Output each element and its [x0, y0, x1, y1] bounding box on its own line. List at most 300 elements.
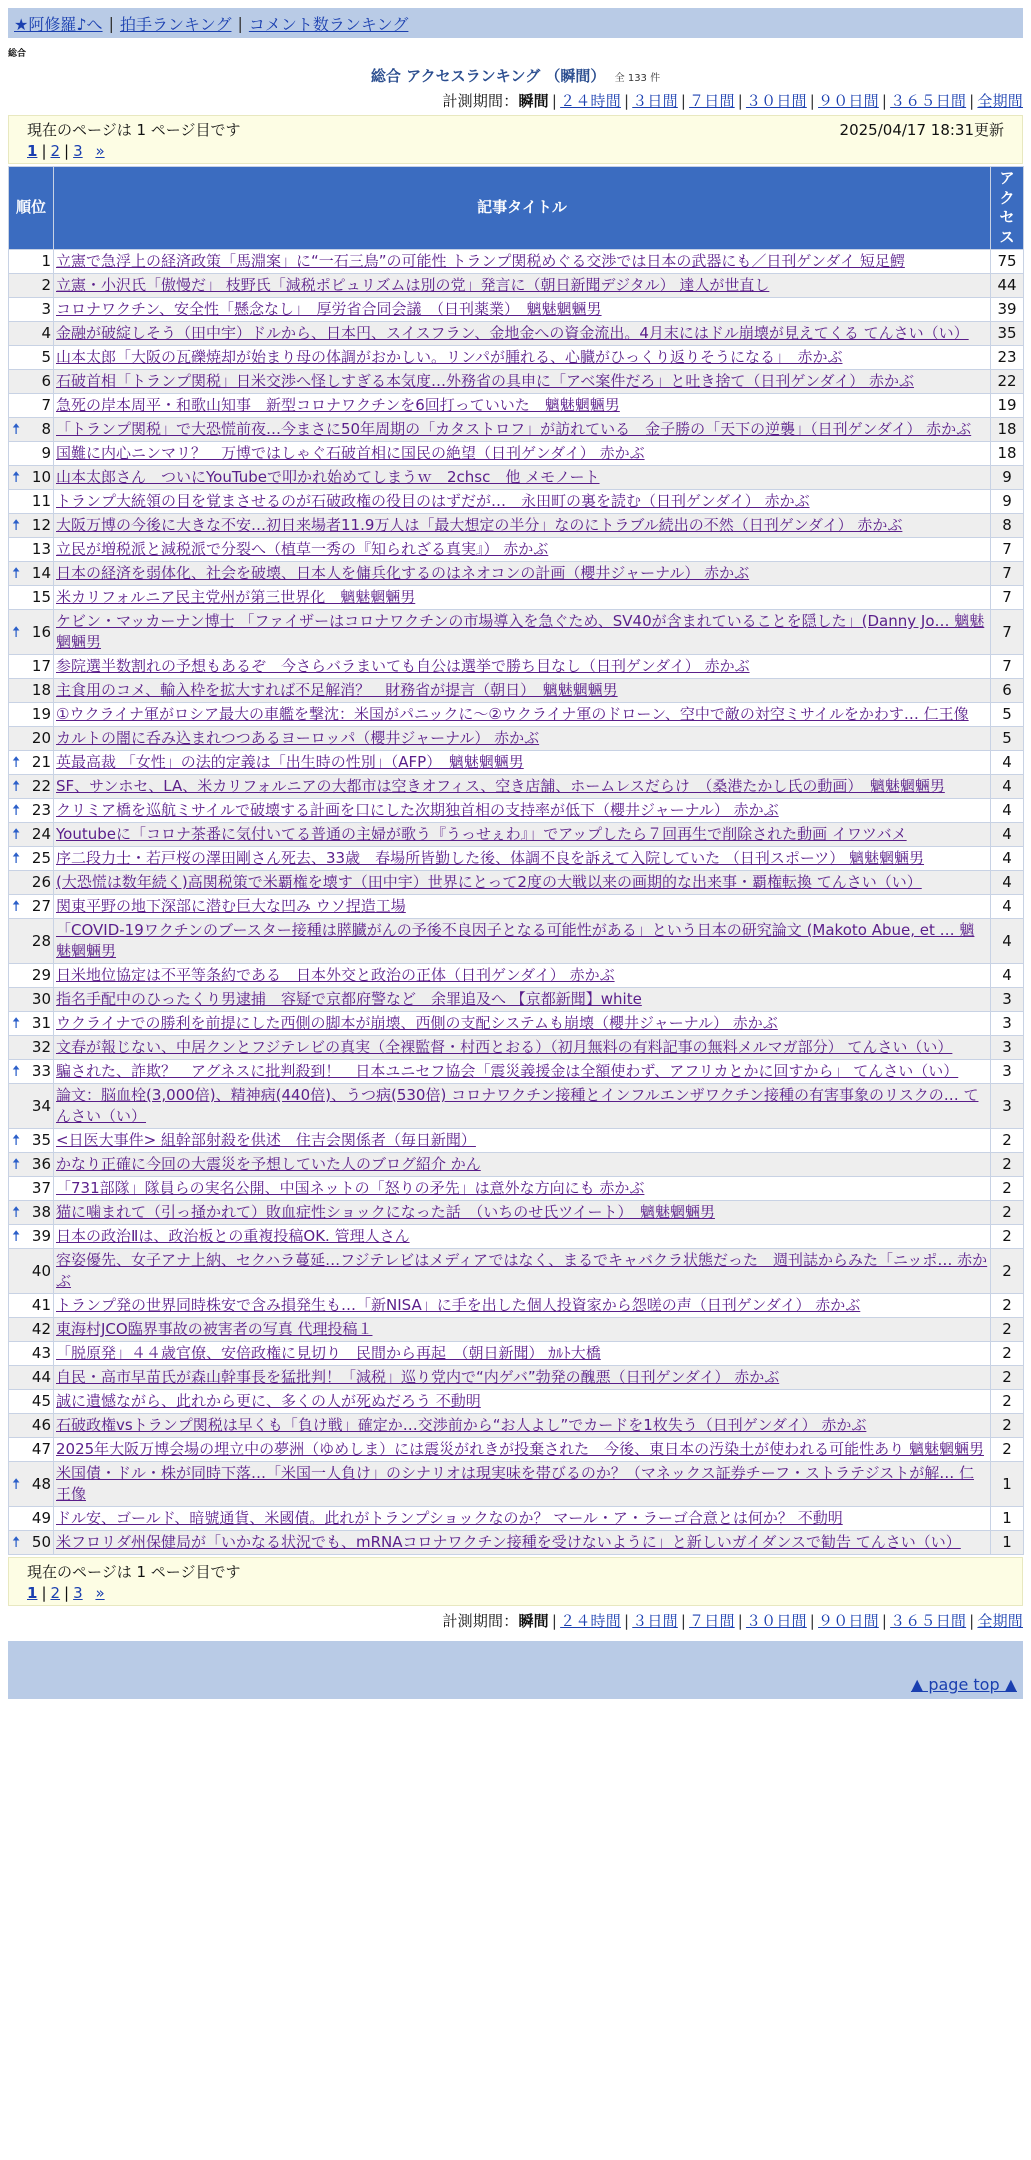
- page-separator: [87, 142, 92, 160]
- article-link[interactable]: 石破政権vsトランプ関税は早くも「負け戦」確定か…交渉前から“お人よし”でカードを1枚失う（日刊ゲンダイ） 赤かぶ: [56, 1416, 867, 1434]
- rank-number: 44: [31, 1368, 51, 1386]
- table-row: [9, 823, 1024, 847]
- article-link[interactable]: 米国債・ドル・株が同時下落…「米国一人負け」のシナリオは現実味を帯びるのか？（マネックス証券チーフ・ストラテジストが解… 仁王像: [56, 1464, 974, 1503]
- table-row: [9, 1414, 1024, 1438]
- article-link[interactable]: 容姿優先、女子アナ上納、セクハラ蔓延…フジテレビはメディアではなく、まるでキャバクラ状態だった 週刊誌からみた「ニッポ… 赤かぶ: [56, 1251, 988, 1290]
- access-count: 7: [991, 586, 1024, 610]
- rank-number: 25: [31, 849, 51, 867]
- rank-cell: [9, 1342, 54, 1366]
- period-link[interactable]: ９０日間: [818, 92, 879, 110]
- rank-cell: [9, 490, 54, 514]
- up-arrow-icon: 🠅: [12, 1203, 21, 1221]
- table-row: [9, 775, 1024, 799]
- period-link[interactable]: ３６５日間: [890, 1612, 967, 1630]
- period-separator: |: [969, 1612, 975, 1630]
- title-cell: [54, 1438, 991, 1462]
- up-arrow-icon: 🠅: [12, 468, 21, 486]
- page-title-text: 総合 アクセスランキング （瞬間）: [370, 67, 606, 85]
- title-cell: [54, 1177, 991, 1201]
- period-current: 瞬間: [518, 92, 549, 110]
- rank-number: 30: [31, 990, 51, 1008]
- access-count: 18: [991, 442, 1024, 466]
- table-row: [9, 442, 1024, 466]
- access-count: 2: [991, 1201, 1024, 1225]
- table-row: [9, 1012, 1024, 1036]
- access-count: 2: [991, 1414, 1024, 1438]
- rank-cell: [9, 847, 54, 871]
- access-count: 8: [991, 514, 1024, 538]
- page-separator: |: [64, 142, 70, 160]
- rank-number: 10: [31, 468, 51, 486]
- table-header-row: [9, 167, 1024, 250]
- rank-cell: [9, 988, 54, 1012]
- article-link[interactable]: 金融が破綻しそう（田中宇）ドルから、日本円、スイスフラン、金地金への資金流出。4月末にはドル崩壊が見えてくる てんさい（い）: [56, 324, 969, 342]
- updated-timestamp: 2025/04/17 18:31更新: [839, 121, 1004, 139]
- rank-cell: [9, 1390, 54, 1414]
- access-count: 1: [991, 1462, 1024, 1507]
- access-count: 2: [991, 1249, 1024, 1294]
- access-count: 5: [991, 703, 1024, 727]
- article-link[interactable]: カルトの闇に呑み込まれつつあるヨーロッパ（櫻井ジャーナル） 赤かぶ: [56, 729, 540, 747]
- period-separator: |: [881, 1612, 888, 1630]
- table-row: [9, 250, 1024, 274]
- period-link[interactable]: 全期間: [977, 92, 1023, 110]
- period-link[interactable]: ７日間: [689, 1612, 735, 1630]
- access-count: 22: [991, 370, 1024, 394]
- rank-cell: [9, 799, 54, 823]
- page-link-1[interactable]: 1: [27, 1584, 38, 1602]
- page-link-3[interactable]: 3: [73, 142, 83, 160]
- rank-number: 2: [41, 276, 51, 294]
- article-link[interactable]: 「731部隊」隊員らの実名公開、中国ネットの「怒りの矛先」は意外な方向にも 赤かぶ: [56, 1179, 645, 1197]
- rank-cell: [9, 964, 54, 988]
- table-row: [9, 847, 1024, 871]
- table-row: [9, 1390, 1024, 1414]
- table-row: [9, 1366, 1024, 1390]
- article-link[interactable]: 「COVID-19ワクチンのブースター接種は膵臓がんの予後不良因子となる可能性がある」という日本の研究論文 (Makoto Abue, et … 魑魅魍魎男: [56, 921, 975, 960]
- period-separator: |: [809, 1612, 816, 1630]
- table-row: [9, 490, 1024, 514]
- title-cell: [54, 775, 991, 799]
- access-count: 4: [991, 964, 1024, 988]
- period-link[interactable]: ３６５日間: [890, 92, 967, 110]
- article-link[interactable]: 指名手配中のひったくり男逮捕 容疑で京都府警など 余罪追及へ 【京都新聞】white: [56, 990, 642, 1008]
- rank-cell: [9, 655, 54, 679]
- table-row: [9, 1249, 1024, 1294]
- title-cell: [54, 610, 991, 655]
- access-count: 3: [991, 1036, 1024, 1060]
- rank-cell: [9, 1177, 54, 1201]
- rank-number: 23: [31, 801, 51, 819]
- access-count: 44: [991, 274, 1024, 298]
- access-count: 18: [991, 418, 1024, 442]
- access-count: 5: [991, 727, 1024, 751]
- title-cell: [54, 250, 991, 274]
- table-row: [9, 871, 1024, 895]
- article-link[interactable]: 騙された、詐欺？ アグネスに批判殺到！ 日本ユニセフ協会「震災義援金は全額使わず、アフリカとかに回すから」 てんさい（い）: [56, 1062, 959, 1080]
- period-selector: [0, 90, 1023, 111]
- page-link-2[interactable]: 2: [50, 142, 61, 160]
- page-top-link[interactable]: ▲ page top ▲: [910, 1675, 1017, 1694]
- article-link[interactable]: コロナワクチン、安全性「懸念なし」 厚労省合同会議 （日刊薬業） 魑魅魍魎男: [56, 300, 602, 318]
- up-arrow-icon: 🠅: [12, 753, 21, 771]
- period-current: 瞬間: [518, 1612, 549, 1630]
- article-link[interactable]: 山本太郎さん ついにYouTubeで叩かれ始めてしまうｗ 2chsc 他 メモノート: [56, 468, 600, 486]
- article-link[interactable]: SF、サンホセ、LA、米カリフォルニアの大都市は空きオフィス、空き店舗、ホームレスだらけ （桑港たかし氏の動画） 魑魅魍魎男: [56, 777, 945, 795]
- nav-asyura-home[interactable]: ★阿修羅♪へ: [14, 14, 103, 34]
- table-row: [9, 1225, 1024, 1249]
- access-count: 3: [991, 1012, 1024, 1036]
- rank-number: 37: [31, 1179, 51, 1197]
- rank-cell: [9, 1129, 54, 1153]
- title-cell: [54, 988, 991, 1012]
- access-count: 2: [991, 1342, 1024, 1366]
- page-link-1[interactable]: 1: [27, 142, 38, 160]
- article-link[interactable]: 文春が報じない、中居クンとフジテレビの真実（全裸監督・村西とおる）（初月無料の有料記事の無料メルマガ部分） てんさい（い）: [56, 1038, 953, 1056]
- rank-cell: [9, 274, 54, 298]
- up-arrow-icon: 🠅: [12, 897, 21, 915]
- title-cell: [54, 562, 991, 586]
- title-cell: [54, 703, 991, 727]
- rank-number: 36: [31, 1155, 51, 1173]
- up-arrow-icon: 🠅: [12, 1155, 21, 1173]
- rank-number: 18: [31, 681, 51, 699]
- title-cell: [54, 1294, 991, 1318]
- article-link[interactable]: 東海村JCO臨界事故の被害者の写真 代理投稿１: [56, 1320, 373, 1338]
- access-count: 7: [991, 610, 1024, 655]
- rank-cell: [9, 1225, 54, 1249]
- article-link[interactable]: クリミア橋を巡航ミサイルで破壊する計画を口にした次期独首相の支持率が低下（櫻井ジャーナル） 赤かぶ: [56, 801, 779, 819]
- up-arrow-icon: 🠅: [12, 1062, 21, 1080]
- next-page-link[interactable]: »: [95, 142, 105, 160]
- up-arrow-icon: 🠅: [12, 849, 21, 867]
- rank-cell: [9, 1318, 54, 1342]
- rank-cell: [9, 727, 54, 751]
- rank-cell: [9, 775, 54, 799]
- article-link[interactable]: 石破首相「トランプ関税」日米交渉へ怪しすぎる本気度…外務省の具申に「アベ案件だろ」と吐き捨て（日刊ゲンダイ） 赤かぶ: [56, 372, 914, 390]
- rank-cell: [9, 1438, 54, 1462]
- table-row: [9, 514, 1024, 538]
- up-arrow-icon: 🠅: [12, 1474, 21, 1493]
- rank-number: 39: [31, 1227, 51, 1245]
- table-row: [9, 1060, 1024, 1084]
- article-link[interactable]: 2025年大阪万博会場の埋立中の夢洲（ゆめしま）には震災がれきが投棄された 今後、東日本の汚染土が使われる可能性あり 魑魅魍魎男: [56, 1440, 984, 1458]
- access-count: 4: [991, 847, 1024, 871]
- article-link[interactable]: 米フロリダ州保健局が「いかなる状況でも、mRNAコロナワクチン接種を受けないように」と新しいガイダンスで勧告 てんさい（い）: [56, 1533, 961, 1551]
- article-link[interactable]: 序二段力士・若戸桜の澤田剛さん死去、33歳 春場所皆勤した後、体調不良を訴えて入院していた （日刊スポーツ） 魑魅魍魎男: [56, 849, 925, 867]
- rank-cell: [9, 1294, 54, 1318]
- table-row: [9, 1036, 1024, 1060]
- rank-cell: [9, 394, 54, 418]
- table-row: [9, 799, 1024, 823]
- rank-number: 29: [31, 966, 51, 984]
- article-link[interactable]: 猫に噛まれて（引っ掻かれて）敗血症性ショックになった話 （いちのせ氏ツイート） 魑魅魍魎男: [56, 1203, 715, 1221]
- rank-cell: [9, 823, 54, 847]
- rank-number: 40: [31, 1261, 51, 1280]
- rank-number: 38: [31, 1203, 51, 1221]
- access-count: 4: [991, 919, 1024, 964]
- table-row: [9, 1177, 1024, 1201]
- period-separator: |: [680, 1612, 687, 1630]
- article-link[interactable]: 自民・高市早苗氏が森山幹事長を猛批判！「減税」巡り党内で“内ゲバ”勃発の醜悪（日刊ゲンダイ） 赤かぶ: [56, 1368, 780, 1386]
- title-cell: [54, 1531, 991, 1555]
- table-row: [9, 1153, 1024, 1177]
- page-title: [0, 65, 1031, 86]
- article-link[interactable]: 「トランプ関税」で大恐慌前夜…今まさに50年周期の「カタストロフ」が訪れている 金子勝の「天下の逆襲」（日刊ゲンダイ） 赤かぶ: [56, 420, 972, 438]
- pager-top: [8, 115, 1023, 164]
- article-link[interactable]: 国難に内心ニンマリ？ 万博ではしゃぐ石破首相に国民の絶望（日刊ゲンダイ） 赤かぶ: [56, 444, 645, 462]
- access-count: 23: [991, 346, 1024, 370]
- access-count: 3: [991, 1060, 1024, 1084]
- title-cell: [54, 1462, 991, 1507]
- rank-number: 15: [31, 588, 51, 606]
- next-page-link[interactable]: »: [95, 1584, 105, 1602]
- access-count: 9: [991, 490, 1024, 514]
- rank-cell: [9, 751, 54, 775]
- article-link[interactable]: 山本太郎「大阪の瓦礫焼却が始まり母の体調がおかしい。リンパが腫れる、心臓がひっくり返りそうになる」 赤かぶ: [56, 348, 843, 366]
- access-count: 7: [991, 655, 1024, 679]
- rank-number: 24: [31, 825, 51, 843]
- period-separator: |: [551, 92, 558, 110]
- rank-number: 13: [31, 540, 51, 558]
- rank-cell: [9, 514, 54, 538]
- title-cell: [54, 1507, 991, 1531]
- page-separator: [87, 1584, 92, 1602]
- article-link[interactable]: ①ウクライナ軍がロシア最大の車艦を撃沈：米国がパニックに～②ウクライナ軍のドローン、空中で敵の対空ミサイルをかわす… 仁王像: [56, 705, 969, 723]
- rank-number: 31: [31, 1014, 51, 1032]
- up-arrow-icon: 🠅: [12, 825, 21, 843]
- period-separator: |: [623, 92, 630, 110]
- table-row: [9, 1084, 1024, 1129]
- period-link[interactable]: ３日間: [632, 92, 678, 110]
- rank-cell: [9, 586, 54, 610]
- article-link[interactable]: 立憲・小沢氏「傲慢だ」 枝野氏「減税ポピュリズムは別の党」発言に（朝日新聞デジタル） 達人が世直し: [56, 276, 770, 294]
- rank-number: 7: [41, 396, 51, 414]
- period-link[interactable]: ２４時間: [560, 92, 621, 110]
- table-row: [9, 964, 1024, 988]
- rank-number: 32: [31, 1038, 51, 1056]
- rank-number: 4: [41, 324, 51, 342]
- article-link[interactable]: ドル安、ゴールド、暗號通貨、米國債。此れがトランプショックなのか？ マール・ア・ラーゴ合意とは何か？ 不動明: [56, 1509, 843, 1527]
- up-arrow-icon: 🠅: [12, 1014, 21, 1032]
- up-arrow-icon: 🠅: [12, 420, 21, 438]
- title-cell: [54, 799, 991, 823]
- article-link[interactable]: 主食用のコメ、輸入枠を拡大すれば不足解消？ 財務省が提言（朝日） 魑魅魍魎男: [56, 681, 618, 699]
- pager-bottom: [8, 1557, 1023, 1606]
- up-arrow-icon: 🠅: [12, 1227, 21, 1245]
- access-count: 6: [991, 679, 1024, 703]
- table-row: [9, 703, 1024, 727]
- rank-cell: [9, 346, 54, 370]
- article-link[interactable]: (大恐慌は数年続く)高関税策で米覇権を壊す（田中宇）世界にとって2度の大戦以来の画期的な出来事・覇権転換 てんさい（い）: [56, 873, 922, 891]
- footer-bar: [8, 1641, 1023, 1671]
- current-page-text: 現在のページは 1 ページ目です: [27, 121, 241, 139]
- rank-cell: [9, 1507, 54, 1531]
- up-arrow-icon: 🠅: [12, 516, 21, 534]
- rank-cell: [9, 1153, 54, 1177]
- article-link[interactable]: 関東平野の地下深部に潜む巨大な凹み ウソ捏造工場: [56, 897, 406, 915]
- top-nav-bar: [8, 8, 1023, 38]
- period-separator: |: [680, 92, 687, 110]
- article-link[interactable]: 立民が増税派と減税派で分裂へ（植草一秀の『知られざる真実』） 赤かぶ: [56, 540, 549, 558]
- rank-number: 28: [31, 931, 51, 950]
- title-cell: [54, 274, 991, 298]
- title-cell: [54, 298, 991, 322]
- article-link[interactable]: 参院選半数割れの予想もあるぞ 今さらバラまいても自公は選挙で勝ち目なし（日刊ゲンダイ） 赤かぶ: [56, 657, 750, 675]
- period-link[interactable]: ３０日間: [745, 1612, 807, 1630]
- rank-number: 45: [31, 1392, 51, 1410]
- table-row: [9, 1507, 1024, 1531]
- rank-number: 20: [31, 729, 51, 747]
- article-link[interactable]: ケビン・マッカーナン博士 「ファイザーはコロナワクチンの市場導入を急ぐため、SV40が含まれていることを隠した」(Danny Jo… 魑魅魍魎男: [56, 612, 985, 651]
- rank-number: 19: [31, 705, 51, 723]
- period-separator: |: [737, 92, 743, 110]
- article-link[interactable]: 日米地位協定は不平等条約である 日本外交と政治の正体（日刊ゲンダイ） 赤かぶ: [56, 966, 615, 984]
- period-link[interactable]: ２４時間: [560, 1612, 621, 1630]
- article-link[interactable]: トランプ発の世界同時株安で含み損発生も…「新NISA」に手を出した個人投資家から怨嗟の声（日刊ゲンダイ） 赤かぶ: [56, 1296, 861, 1314]
- period-label: 計測期間：: [442, 92, 519, 110]
- rank-cell: [9, 871, 54, 895]
- rank-cell: [9, 1462, 54, 1507]
- title-cell: [54, 490, 991, 514]
- access-count: 1: [991, 1531, 1024, 1555]
- article-link[interactable]: 誠に遺憾ながら、此れから更に、多くの人が死ぬだろう 不動明: [56, 1392, 481, 1410]
- access-count: 7: [991, 562, 1024, 586]
- period-link[interactable]: ３０日間: [745, 92, 807, 110]
- page-link-2[interactable]: 2: [50, 1584, 61, 1602]
- access-count: 4: [991, 775, 1024, 799]
- access-count: 3: [991, 1084, 1024, 1129]
- article-link[interactable]: ウクライナでの勝利を前提にした西側の脚本が崩壊、西側の支配システムも崩壊（櫻井ジャーナル） 赤かぶ: [56, 1014, 778, 1032]
- period-link[interactable]: ７日間: [689, 92, 735, 110]
- rank-cell: [9, 322, 54, 346]
- title-cell: [54, 727, 991, 751]
- table-row: [9, 727, 1024, 751]
- period-label: 計測期間：: [442, 1612, 519, 1630]
- article-link[interactable]: 立憲で急浮上の経済政策「馬淵案」に“一石三鳥”の可能性 トランプ関税めぐる交渉では日本の武器にも／日刊ゲンダイ 短足鰐: [56, 252, 905, 270]
- up-arrow-icon: 🠅: [12, 622, 21, 641]
- header-access: アクセス: [991, 167, 1024, 250]
- rank-cell: [9, 538, 54, 562]
- access-count: 3: [991, 988, 1024, 1012]
- title-cell: [54, 370, 991, 394]
- article-link[interactable]: 日本の経済を弱体化、社会を破壊、日本人を傭兵化するのはネオコンの計画（櫻井ジャーナル） 赤かぶ: [56, 564, 750, 582]
- title-cell: [54, 346, 991, 370]
- access-count: 4: [991, 871, 1024, 895]
- rank-cell: [9, 1366, 54, 1390]
- title-cell: [54, 442, 991, 466]
- access-count: 9: [991, 466, 1024, 490]
- title-cell: [54, 466, 991, 490]
- title-cell: [54, 1153, 991, 1177]
- rank-cell: [9, 1084, 54, 1129]
- access-count: 2: [991, 1366, 1024, 1390]
- access-count: 4: [991, 823, 1024, 847]
- rank-cell: [9, 679, 54, 703]
- access-count: 2: [991, 1318, 1024, 1342]
- access-count: 4: [991, 799, 1024, 823]
- rank-number: 50: [31, 1533, 51, 1551]
- access-count: 4: [991, 895, 1024, 919]
- access-count: 39: [991, 298, 1024, 322]
- article-link[interactable]: 大阪万博の今後に大きな不安…初日来場者11.9万人は「最大想定の半分」なのにトラブル続出の不然（日刊ゲンダイ） 赤かぶ: [56, 516, 903, 534]
- rank-number: 6: [41, 372, 51, 390]
- table-row: [9, 562, 1024, 586]
- article-link[interactable]: 急死の岸本周平・和歌山知事 新型コロナワクチンを6回打っていいた 魑魅魍魎男: [56, 396, 620, 414]
- article-link[interactable]: 英最高裁 「女性」の法的定義は「出生時の性別」（AFP） 魑魅魍魎男: [56, 753, 524, 771]
- table-row: [9, 322, 1024, 346]
- rank-number: 47: [31, 1440, 51, 1458]
- table-row: [9, 679, 1024, 703]
- title-cell: [54, 514, 991, 538]
- nav-applause-ranking[interactable]: 拍手ランキング: [119, 14, 232, 34]
- article-link[interactable]: 「脱原発」４４歳官僚、安倍政権に見切り 民間から再起 （朝日新聞） ｶﾙﾄ大橋: [56, 1344, 601, 1362]
- title-cell: [54, 1414, 991, 1438]
- table-row: [9, 919, 1024, 964]
- title-cell: [54, 1201, 991, 1225]
- page-separator: |: [64, 1584, 70, 1602]
- table-row: [9, 418, 1024, 442]
- up-arrow-icon: 🠅: [12, 777, 21, 795]
- article-link[interactable]: 米カリフォルニア民主党州が第三世界化 魑魅魍魎男: [56, 588, 416, 606]
- period-link[interactable]: ３日間: [632, 1612, 678, 1630]
- access-count: 2: [991, 1177, 1024, 1201]
- nav-comment-ranking[interactable]: コメント数ランキング: [248, 14, 409, 34]
- title-cell: [54, 1012, 991, 1036]
- article-link[interactable]: 論文：脳血栓(3,000倍)、精神病(440倍)、うつ病(530倍) コロナワクチン接種とインフルエンザワクチン接種の有害事象のリスクの… てんさい（い）: [56, 1086, 979, 1125]
- rank-cell: [9, 703, 54, 727]
- page-separator: |: [41, 142, 47, 160]
- title-cell: [54, 871, 991, 895]
- article-link[interactable]: トランプ大統領の目を覚まさせるのが石破政権の役目のはずだが… 永田町の裏を読む（日刊ゲンダイ） 赤かぶ: [56, 492, 810, 510]
- article-link[interactable]: <日医大事件> 組幹部射殺を供述 住吉会関係者（毎日新聞）: [56, 1131, 476, 1149]
- rank-cell: [9, 1201, 54, 1225]
- page-top-bar: [8, 1671, 1023, 1699]
- period-link[interactable]: ９０日間: [818, 1612, 879, 1630]
- title-cell: [54, 1129, 991, 1153]
- rank-cell: [9, 1060, 54, 1084]
- table-row: [9, 1294, 1024, 1318]
- nav-separator: |: [237, 13, 243, 33]
- table-row: [9, 274, 1024, 298]
- page-link-3[interactable]: 3: [73, 1584, 83, 1602]
- rank-number: 3: [41, 300, 51, 318]
- title-cell: [54, 1225, 991, 1249]
- table-row: [9, 1462, 1024, 1507]
- rank-cell: [9, 250, 54, 274]
- total-count: 全 133 件: [614, 73, 661, 84]
- period-separator: |: [737, 1612, 743, 1630]
- title-cell: [54, 538, 991, 562]
- title-cell: [54, 823, 991, 847]
- access-count: 2: [991, 1390, 1024, 1414]
- title-cell: [54, 394, 991, 418]
- header-rank: 順位: [9, 167, 54, 250]
- article-link[interactable]: 日本の政治Ⅱは、政治板との重複投稿OK. 管理人さん: [56, 1227, 410, 1245]
- table-row: [9, 610, 1024, 655]
- table-row: [9, 1531, 1024, 1555]
- article-link[interactable]: Youtubeに「コロナ茶番に気付いてる普通の主婦が歌う『うっせぇわ』」でアップしたら７回再生で削除された動画 イワツバメ: [56, 825, 907, 843]
- article-link[interactable]: かなり正確に今回の大震災を予想していた人のブログ紹介 かん: [56, 1155, 481, 1173]
- access-count: 2: [991, 1153, 1024, 1177]
- period-separator: |: [809, 92, 816, 110]
- access-count: 2: [991, 1294, 1024, 1318]
- period-separator: |: [881, 92, 888, 110]
- title-cell: [54, 919, 991, 964]
- access-count: 1: [991, 1507, 1024, 1531]
- period-link[interactable]: 全期間: [977, 1612, 1023, 1630]
- rank-number: 26: [31, 873, 51, 891]
